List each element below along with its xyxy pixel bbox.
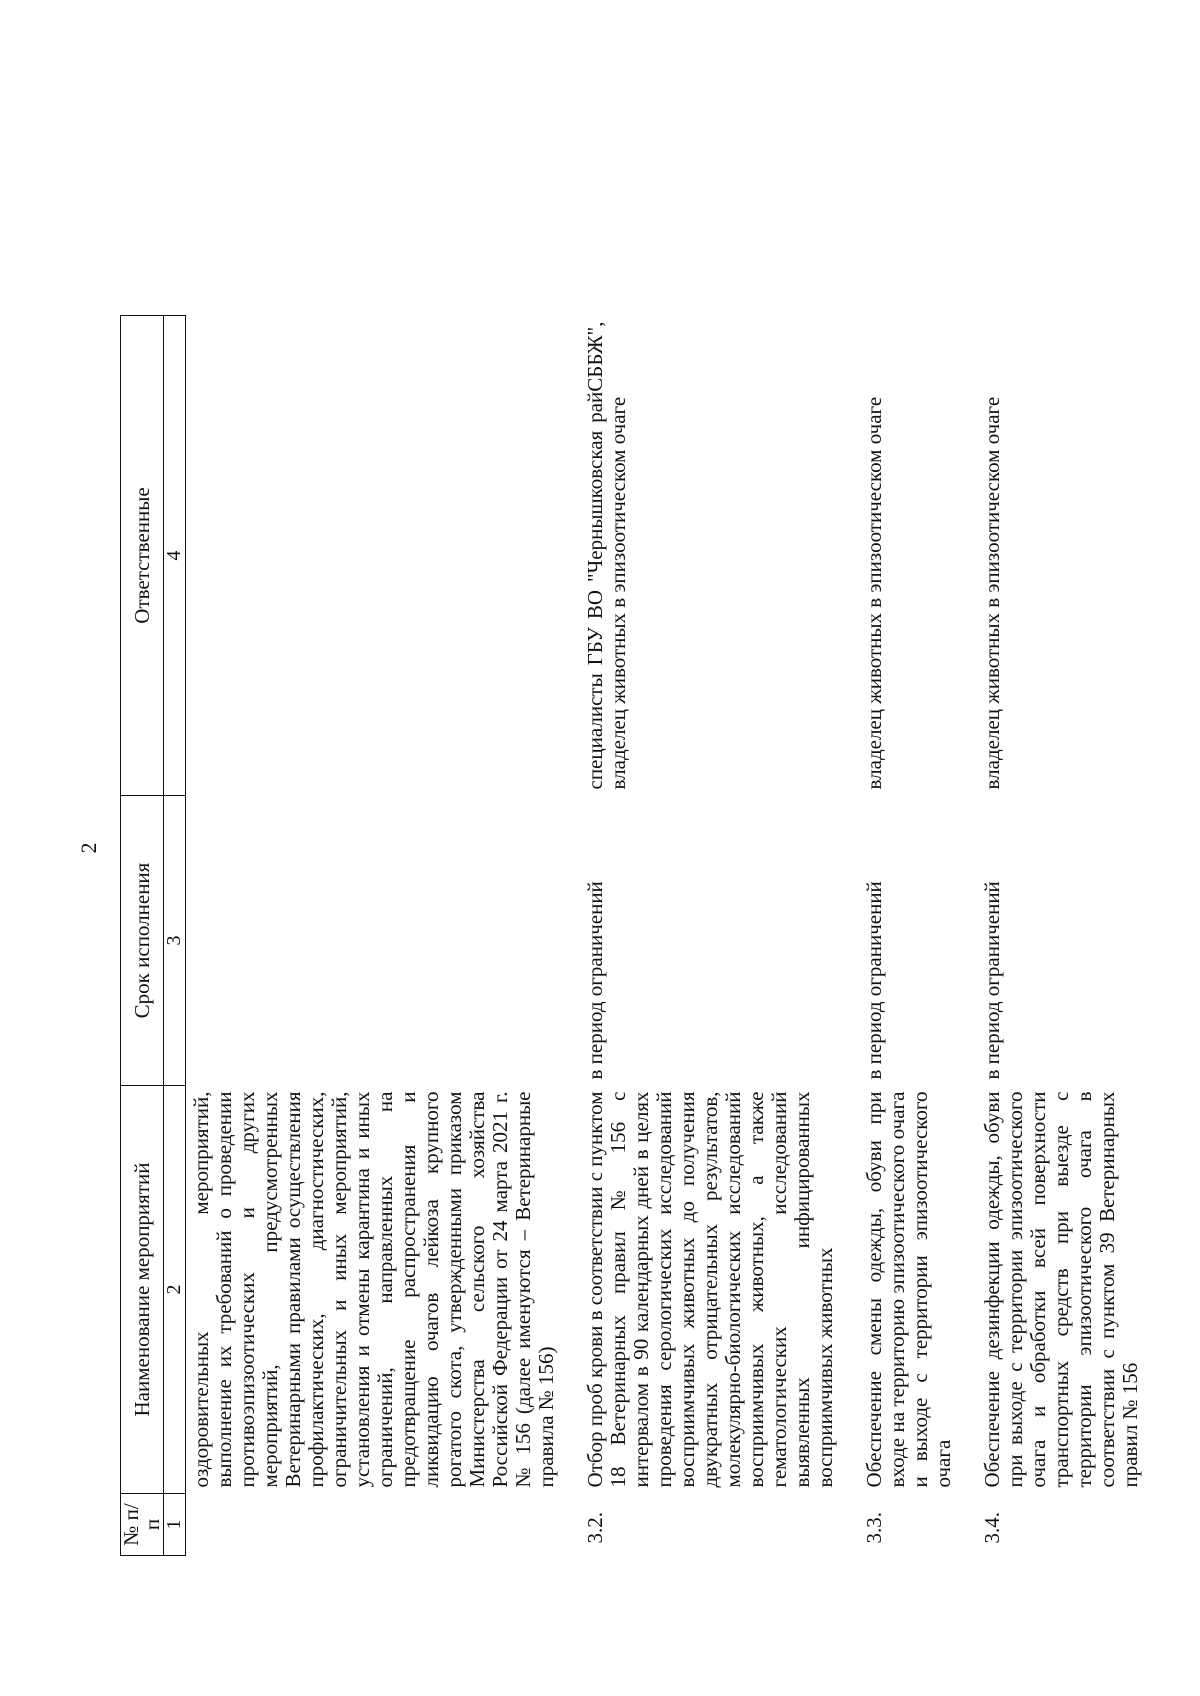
column-number: 1 [164,1494,186,1556]
table-row [558,316,837,1556]
header-row [121,316,164,1556]
item-deadline: в период ограничений [583,881,607,1080]
item-responsible: владелец животных в эпизоотическом очаге [980,396,1004,790]
table-body [186,316,1143,1556]
column-number-row [164,316,186,1556]
header-deadline: Срок исполнения [121,796,164,1086]
measures-table [120,315,1142,1556]
column-number: 3 [164,796,186,1086]
item-deadline: в период ограничений [980,881,1004,1080]
item-responsible: специалисты ГБУ ВО "Чернышковская райСББЖ", владелец животных в эпизоотическом очаге [583,321,630,790]
item-text: Обеспечение дезинфекции одежды, обуви при выходе с территории эпизоотического очага и обработки всей поверхности транспортных средств при выезде с территории эпизоотического очага в соответствии с пунктом 39 Ветеринарных правил № 156 [980,1091,1142,1488]
item-deadline [186,796,559,1086]
page-number: 2 [76,842,101,854]
column-number: 2 [164,1086,186,1494]
header-number: № п/п [121,1494,164,1556]
item-text: оздоровительных мероприятий, выполнение их требований о проведении противоэпизоотических и других мероприятий, предусмотренных Ветеринарными правилами осуществления профилактических, диагностических, ограничительных и иных мероприятий, установления и отмены карантина и иных ограничений, направленных на предотвращение распространения и ликвидацию очагов лейкоза крупного рогатого скота, утвержденными приказом Министерства сельского хозяйства Российской Федерации от 24 марта 2021 г. № 156 (далее именуются – Ветеринарные правила № 156) [189,1091,558,1488]
header-responsible: Ответственные [121,316,164,796]
item-responsible: владелец животных в эпизоотическом очаге [862,396,886,790]
table-header [121,316,186,1556]
column-number: 4 [164,316,186,796]
item-number: 3.2. [583,1512,607,1544]
item-text: Обеспечение смены одежды, обуви при входе на территорию эпизоотического очага и выходе с территории эпизоотического очага [862,1091,955,1488]
item-text: Отбор проб крови в соответствии с пунктом 18 Ветеринарных правил № 156 с интервалом в 90 календарных дней в целях проведения серологических исследований восприимчивых животных до получения двукратных отрицательных результатов, молекулярно-биологических исследований восприимчивых животных, а также гематологических исследований выявленных инфицированных восприимчивых животных [583,1091,837,1488]
item-deadline: в период ограничений [862,881,886,1080]
item-number: 3.3. [862,1512,886,1544]
table-row [955,316,1142,1556]
header-measure-name: Наименование мероприятий [121,1086,164,1494]
table-row [186,316,559,1556]
table-row [837,316,955,1556]
item-number [186,1494,559,1556]
item-number: 3.4. [980,1512,1004,1544]
item-responsible [186,316,559,796]
